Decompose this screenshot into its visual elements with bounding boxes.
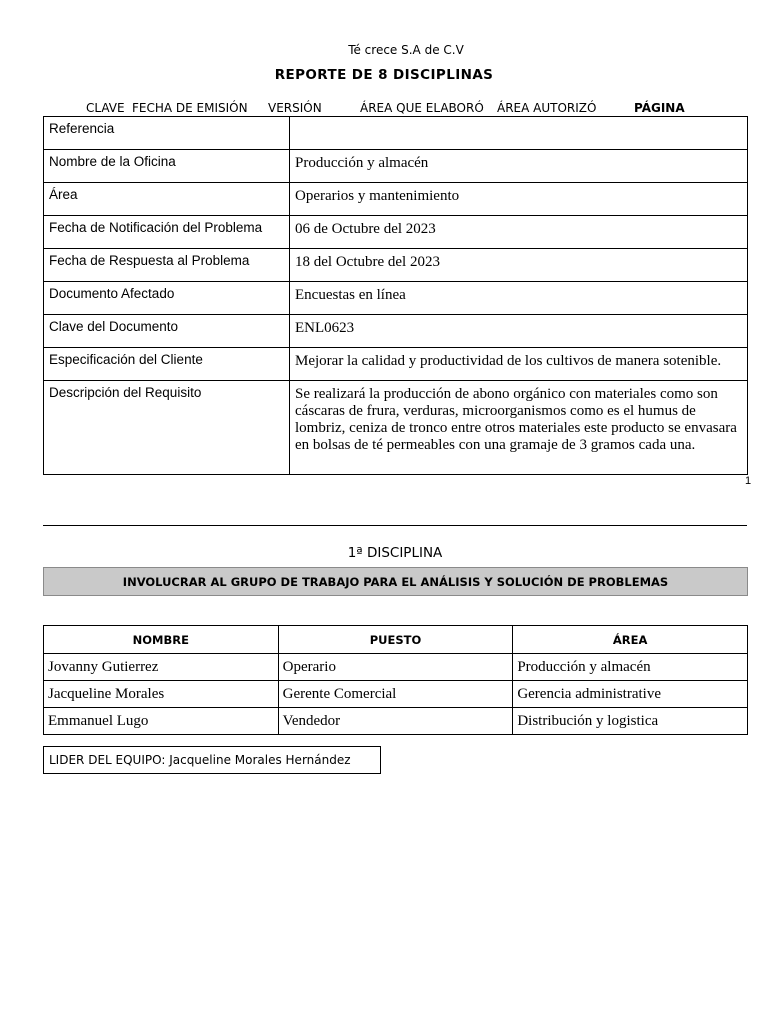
info-label: Fecha de Respuesta al Problema — [44, 249, 290, 282]
table-row — [44, 681, 748, 708]
team-cell-area: Gerencia administrative — [513, 681, 748, 708]
table-row — [44, 654, 748, 681]
team-header-nombre: NOMBRE — [44, 626, 279, 654]
info-value: 18 del Octubre del 2023 — [290, 249, 748, 282]
info-value: Encuestas en línea — [290, 282, 748, 315]
team-cell-nombre: Emmanuel Lugo — [44, 708, 279, 735]
team-cell-nombre: Jovanny Gutierrez — [44, 654, 279, 681]
info-row-referencia — [44, 117, 748, 150]
info-row-especificacion-cliente — [44, 348, 748, 381]
info-value: Producción y almacén — [290, 150, 748, 183]
table-row — [44, 708, 748, 735]
info-value — [290, 117, 748, 150]
header-label-version: VERSIÓN — [268, 101, 322, 115]
team-leader-box — [43, 746, 381, 774]
team-cell-area: Distribución y logistica — [513, 708, 748, 735]
info-row-oficina — [44, 150, 748, 183]
info-row-fecha-notificacion — [44, 216, 748, 249]
section-divider — [43, 525, 747, 526]
header-label-fecha-emision: FECHA DE EMISIÓN — [132, 101, 248, 115]
info-label: Área — [44, 183, 290, 216]
team-header-puesto: PUESTO — [278, 626, 513, 654]
info-row-area — [44, 183, 748, 216]
team-cell-area: Producción y almacén — [513, 654, 748, 681]
info-value: 06 de Octubre del 2023 — [290, 216, 748, 249]
document-title: REPORTE DE 8 DISCIPLINAS — [274, 67, 494, 83]
header-label-pagina: PÁGINA — [634, 101, 685, 115]
info-value: Mejorar la calidad y productividad de los cultivos de manera sotenible. — [290, 348, 748, 381]
team-cell-puesto: Gerente Comercial — [278, 681, 513, 708]
info-label: Fecha de Notificación del Problema — [44, 216, 290, 249]
info-row-clave-documento — [44, 315, 748, 348]
header-label-area-elaboro: ÁREA QUE ELABORÓ — [360, 101, 484, 115]
info-row-descripcion-requisito — [44, 381, 748, 475]
team-leader-text: LIDER DEL EQUIPO: Jacqueline Morales Hernández — [49, 753, 351, 767]
team-table-header-row — [44, 626, 748, 654]
discipline-subtitle-band — [43, 567, 748, 596]
page-number: 1 — [745, 475, 752, 487]
team-header-area: ÁREA — [513, 626, 748, 654]
info-value: ENL0623 — [290, 315, 748, 348]
info-row-fecha-respuesta — [44, 249, 748, 282]
info-row-documento-afectado — [44, 282, 748, 315]
header-label-clave: CLAVE — [86, 101, 125, 115]
info-label: Nombre de la Oficina — [44, 150, 290, 183]
team-cell-nombre: Jacqueline Morales — [44, 681, 279, 708]
team-cell-puesto: Operario — [278, 654, 513, 681]
info-value: Operarios y mantenimiento — [290, 183, 748, 216]
company-name: Té crece S.A de C.V — [348, 43, 464, 57]
info-label: Descripción del Requisito — [44, 381, 290, 475]
team-cell-puesto: Vendedor — [278, 708, 513, 735]
discipline-subtitle: INVOLUCRAR AL GRUPO DE TRABAJO PARA EL ANÁLISIS Y SOLUCIÓN DE PROBLEMAS — [122, 574, 669, 589]
header-label-area-autorizo: ÁREA AUTORIZÓ — [497, 101, 597, 115]
info-value: Se realizará la producción de abono orgánico con materiales como son cáscaras de frura, verduras, microorganismos como es el humus de lombriz, ceniza de tronco entre otros materiales este producto se envasara en bolsas de té permeables con una gramaje de 3 gramos cada una. — [290, 381, 748, 475]
team-table — [43, 625, 748, 735]
discipline-title: 1ª DISCIPLINA — [347, 545, 443, 561]
info-label: Documento Afectado — [44, 282, 290, 315]
report-info-table — [43, 116, 748, 475]
info-label: Clave del Documento — [44, 315, 290, 348]
info-label: Referencia — [44, 117, 290, 150]
info-label: Especificación del Cliente — [44, 348, 290, 381]
